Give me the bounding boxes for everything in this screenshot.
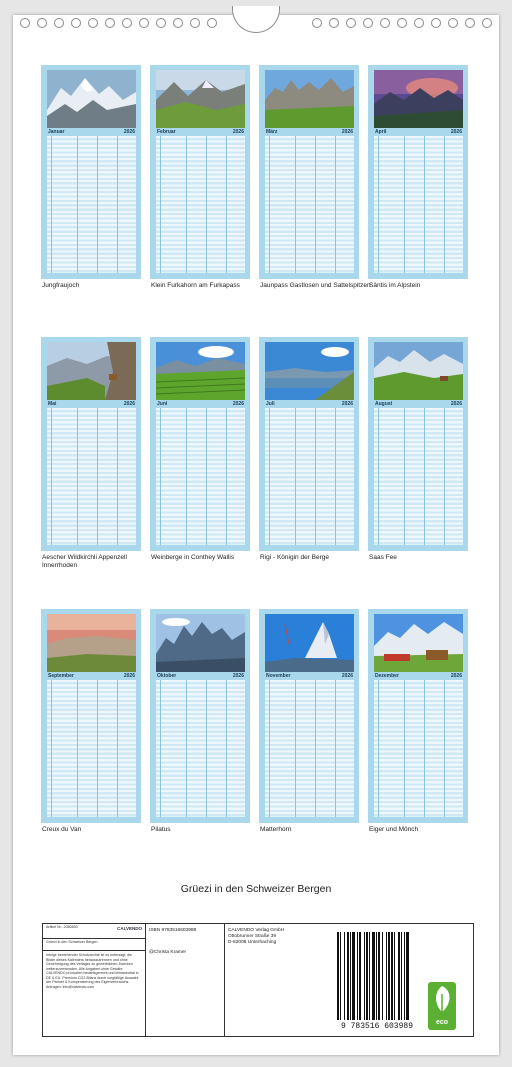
binding-hole xyxy=(88,18,98,28)
month-caption: Creux du Van xyxy=(42,826,82,833)
grid-column-line xyxy=(315,408,316,545)
product-title-row xyxy=(43,939,145,951)
month-photo xyxy=(47,342,136,400)
grid-column-line xyxy=(444,680,445,817)
month-caption: Klein Furkahorn am Furkapass xyxy=(151,282,240,289)
grid-column-line xyxy=(335,408,336,545)
grid-column-line xyxy=(444,136,445,273)
isbn: ISBN 9783516603989 xyxy=(149,928,197,933)
month-caption: Rigi - Königin der Berge xyxy=(260,554,330,561)
planner-grid xyxy=(47,680,136,817)
binding-hole xyxy=(54,18,64,28)
month-caption: Jaunpass Gastlosen und Sattelspitzen xyxy=(260,282,371,289)
month-name: November xyxy=(266,673,291,679)
month-year: 2026 xyxy=(232,673,244,679)
grid-column-line xyxy=(77,680,78,817)
barcode-digits: 9 783516 603989 xyxy=(340,1022,413,1031)
binding-hole xyxy=(414,18,424,28)
planner-grid xyxy=(156,680,245,817)
planner-grid xyxy=(374,136,463,273)
grid-column-line xyxy=(424,680,425,817)
grid-column-line xyxy=(160,408,161,545)
binding-hole xyxy=(20,18,30,28)
vineyards-image xyxy=(156,342,245,400)
sunset-mountains-image xyxy=(374,70,463,128)
month-header xyxy=(374,129,463,136)
barcode-bars xyxy=(333,928,421,1032)
month-name: Januar xyxy=(48,129,65,135)
month-header xyxy=(374,401,463,408)
month-caption: Weinberge in Conthey Wallis xyxy=(151,554,235,561)
grid-column-line xyxy=(378,136,379,273)
grid-column-line xyxy=(186,408,187,545)
month-header xyxy=(265,673,354,680)
grid-column-line xyxy=(51,680,52,817)
leaf-icon xyxy=(428,982,456,1016)
calendar-title: Grüezi in den Schweizer Bergen xyxy=(180,883,332,895)
article-number: Artikel Nr.: 2080830 xyxy=(46,925,78,929)
grid-column-line xyxy=(186,680,187,817)
grid-column-line xyxy=(404,680,405,817)
month-photo xyxy=(156,614,245,672)
alpine-meadow-image xyxy=(156,70,245,128)
product-title: Grüezi in den Schweizer Bergen xyxy=(46,940,98,944)
month-header xyxy=(156,129,245,136)
month-photo xyxy=(156,342,245,400)
grid-column-line xyxy=(51,408,52,545)
grid-column-line xyxy=(295,136,296,273)
month-header xyxy=(374,673,463,680)
month-header xyxy=(265,401,354,408)
grid-column-line xyxy=(378,680,379,817)
grid-column-line xyxy=(335,680,336,817)
month-year: 2026 xyxy=(450,673,462,679)
month-year: 2026 xyxy=(123,401,135,407)
binding-hole xyxy=(380,18,390,28)
month-year: 2026 xyxy=(450,401,462,407)
author-credit: @Christa Kramer xyxy=(149,949,187,955)
binding-hole xyxy=(312,18,322,28)
train-peaks-image xyxy=(374,614,463,672)
cliff-hut-image xyxy=(47,342,136,400)
grid-column-line xyxy=(51,136,52,273)
imprint-publisher-column xyxy=(225,924,330,1036)
article-row xyxy=(43,924,145,939)
snow-peaks-image xyxy=(47,70,136,128)
month-name: September xyxy=(48,673,74,679)
month-header xyxy=(47,673,136,680)
month-photo xyxy=(265,342,354,400)
planner-grid xyxy=(265,408,354,545)
grid-column-line xyxy=(444,408,445,545)
grid-column-line xyxy=(117,136,118,273)
month-photo xyxy=(156,70,245,128)
month-photo xyxy=(374,70,463,128)
month-name: Juli xyxy=(266,401,275,407)
binding-hole xyxy=(105,18,115,28)
grid-column-line xyxy=(160,680,161,817)
binding-hole xyxy=(482,18,492,28)
grid-column-line xyxy=(335,136,336,273)
month-caption: Eiger und Mönch xyxy=(369,826,419,833)
jagged-peaks-image xyxy=(156,614,245,672)
glacier-valley-image xyxy=(374,342,463,400)
binding-hole xyxy=(156,18,166,28)
binding-hole xyxy=(448,18,458,28)
publisher-line-3: D-82008 Unterhaching xyxy=(228,939,277,945)
month-name: Oktober xyxy=(157,673,177,679)
month-year: 2026 xyxy=(123,129,135,135)
grid-column-line xyxy=(269,136,270,273)
grid-column-line xyxy=(295,680,296,817)
month-photo xyxy=(265,70,354,128)
grid-column-line xyxy=(226,408,227,545)
month-photo xyxy=(47,70,136,128)
month-name: Februar xyxy=(157,129,176,135)
month-caption: Aescher Wildkirchli Appenzell Innerrhoden xyxy=(42,554,127,569)
planner-grid xyxy=(47,408,136,545)
grid-column-line xyxy=(226,680,227,817)
grid-column-line xyxy=(206,408,207,545)
binding-hole xyxy=(173,18,183,28)
month-photo xyxy=(47,614,136,672)
rock-cirque-image xyxy=(47,614,136,672)
planner-grid xyxy=(156,136,245,273)
planner-grid xyxy=(156,408,245,545)
binding-hole xyxy=(139,18,149,28)
month-name: Dezember xyxy=(375,673,399,679)
grid-column-line xyxy=(117,408,118,545)
grid-column-line xyxy=(186,136,187,273)
binding-hole xyxy=(122,18,132,28)
month-name: März xyxy=(266,129,278,135)
binding-hole xyxy=(71,18,81,28)
planner-grid xyxy=(374,680,463,817)
month-name: April xyxy=(375,129,387,135)
binding-hole xyxy=(465,18,475,28)
barcode xyxy=(333,928,421,1032)
month-name: Juni xyxy=(157,401,168,407)
month-name: Mai xyxy=(48,401,57,407)
grid-column-line xyxy=(424,136,425,273)
month-year: 2026 xyxy=(341,401,353,407)
month-photo xyxy=(374,614,463,672)
grid-column-line xyxy=(117,680,118,817)
planner-grid xyxy=(265,680,354,817)
binding-hole xyxy=(207,18,217,28)
binding-hole xyxy=(190,18,200,28)
binding-hole xyxy=(363,18,373,28)
binding-hole xyxy=(329,18,339,28)
month-name: August xyxy=(375,401,393,407)
month-year: 2026 xyxy=(232,129,244,135)
grid-column-line xyxy=(404,136,405,273)
month-header xyxy=(156,673,245,680)
month-year: 2026 xyxy=(341,129,353,135)
imprint-box xyxy=(42,923,474,1037)
binding-hole xyxy=(37,18,47,28)
grid-column-line xyxy=(226,136,227,273)
binding-hole xyxy=(431,18,441,28)
calvendo-logo: CALVENDO xyxy=(117,926,142,931)
month-photo xyxy=(265,614,354,672)
eco-label: eco xyxy=(435,1019,449,1026)
month-photo xyxy=(374,342,463,400)
grid-column-line xyxy=(315,136,316,273)
month-year: 2026 xyxy=(341,673,353,679)
binding-hole xyxy=(346,18,356,28)
legal-notice: Infolge bestehender Schutzrechte ist es untersagt, die Bilder dieses Kalenders herauszutrennen und ohne Genehmigung des Verlages zu gewerblichen Zwecken weiterzuverwenden. Alle Angaben ohne Gewähr. CALVENDO produziert bedarfsgerecht und klimaneutral in DE & EU. Premium-CO2-Bilanz durch sorgfältige Auswahl der Partner & Kompensierung des Eigenverbrauchs. Anfragen: info@calvendo.com xyxy=(46,953,139,989)
grid-column-line xyxy=(97,136,98,273)
grid-column-line xyxy=(77,136,78,273)
month-year: 2026 xyxy=(232,401,244,407)
month-caption: Säntis im Alpstein xyxy=(369,282,421,289)
grid-column-line xyxy=(206,680,207,817)
month-caption: Saas Fee xyxy=(369,554,397,561)
grid-column-line xyxy=(404,408,405,545)
grid-column-line xyxy=(315,680,316,817)
imprint-left-column xyxy=(43,924,146,1036)
month-year: 2026 xyxy=(450,129,462,135)
planner-grid xyxy=(47,136,136,273)
binding-hole xyxy=(397,18,407,28)
publisher-line-2: Ottobrunner Straße 39 xyxy=(228,933,276,939)
grid-column-line xyxy=(97,408,98,545)
grid-column-line xyxy=(160,136,161,273)
grid-column-line xyxy=(77,408,78,545)
month-caption: Matterhorn xyxy=(260,826,292,833)
grid-column-line xyxy=(206,136,207,273)
month-header xyxy=(265,129,354,136)
rock-ridge-image xyxy=(265,70,354,128)
month-caption: Jungfraujoch xyxy=(42,282,80,289)
grid-column-line xyxy=(295,408,296,545)
lake-view-image xyxy=(265,342,354,400)
publisher-line-1: CALVENDO Verlag GmbH xyxy=(228,928,285,933)
month-caption: Pilatus xyxy=(151,826,171,833)
month-header xyxy=(156,401,245,408)
grid-column-line xyxy=(269,408,270,545)
matterhorn-image xyxy=(265,614,354,672)
month-year: 2026 xyxy=(123,673,135,679)
eco-badge xyxy=(428,982,456,1030)
grid-column-line xyxy=(424,408,425,545)
grid-column-line xyxy=(269,680,270,817)
imprint-middle-column xyxy=(146,924,225,1036)
month-header xyxy=(47,129,136,136)
planner-grid xyxy=(374,408,463,545)
grid-column-line xyxy=(378,408,379,545)
grid-column-line xyxy=(97,680,98,817)
planner-grid xyxy=(265,136,354,273)
month-header xyxy=(47,401,136,408)
